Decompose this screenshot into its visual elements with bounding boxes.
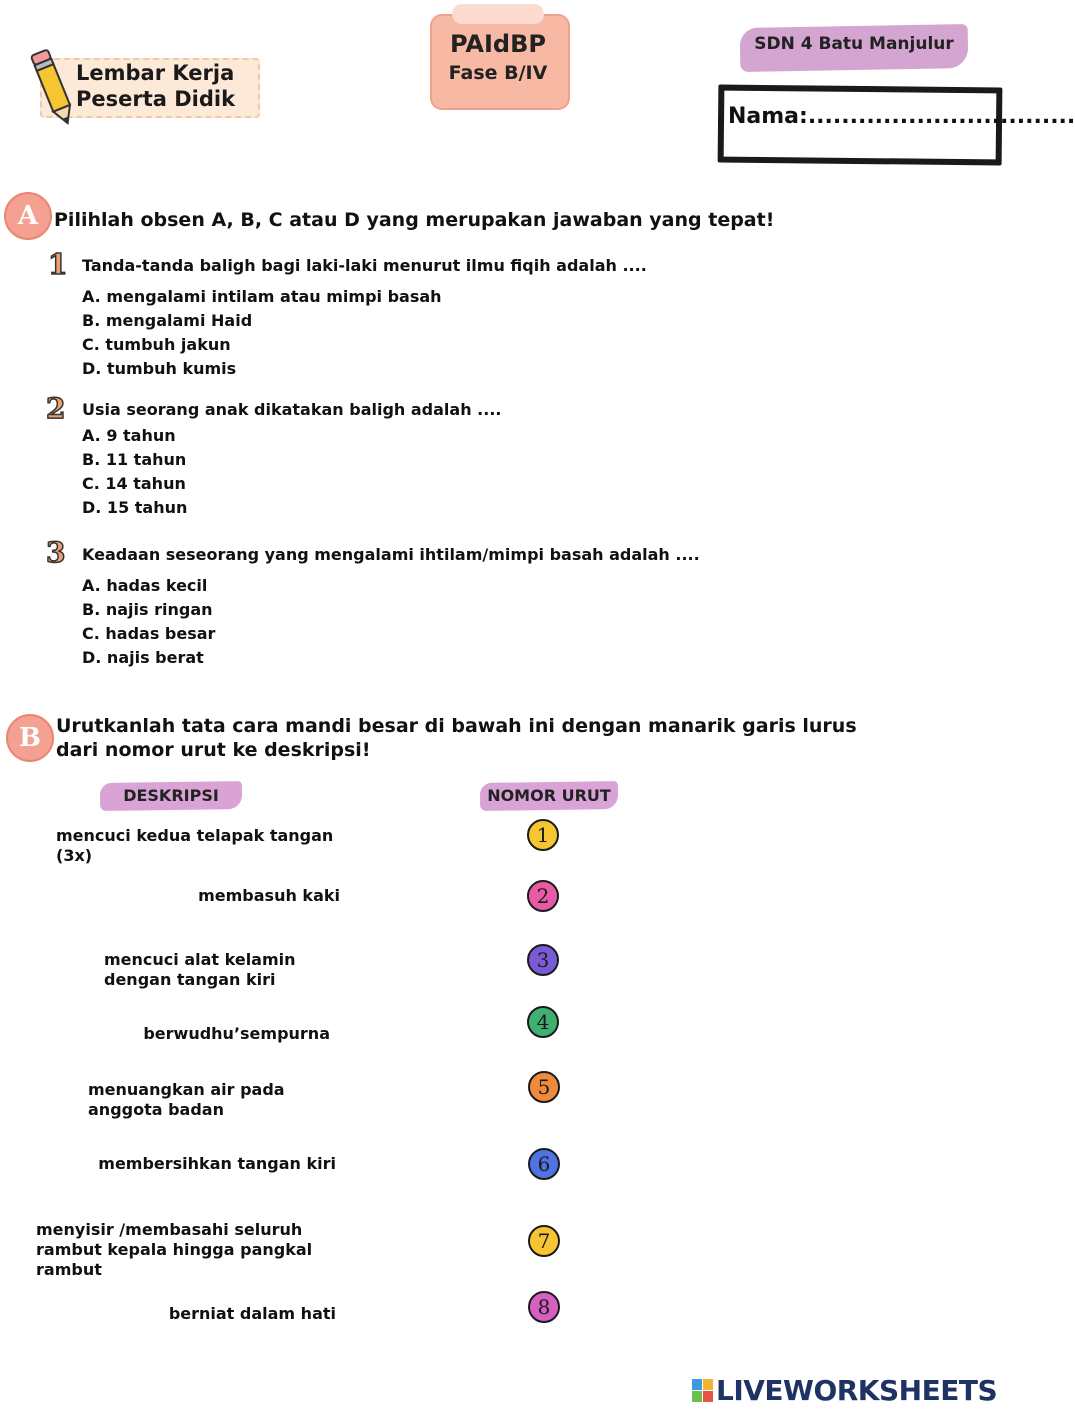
section-b-instruction-line1: Urutkanlah tata cara mandi besar di bawah ini dengan manarik garis lurus [56,715,857,737]
question-1-option-a[interactable]: A. mengalami intilam atau mimpi basah [82,287,442,306]
worksheet-label-line1: Lembar Kerja [76,61,235,85]
description-item-3[interactable]: mencuci alat kelamin dengan tangan kiri [104,950,296,989]
worksheet-label-line2: Peserta Didik [76,87,236,111]
subject-phase: Fase B/IV [448,62,548,84]
description-item-2[interactable]: membasuh kaki [198,886,340,905]
section-b-badge: B [6,714,54,762]
section-a-instruction: Pilihlah obsen A, B, C atau D yang merupakan jawaban yang tepat! [54,209,775,231]
question-3-text: Keadaan seseorang yang mengalami ihtilam/mimpi basah adalah .... [82,545,700,564]
order-number-1[interactable]: 1 [527,819,559,851]
order-number-2[interactable]: 2 [527,880,559,912]
name-field[interactable]: Nama:................................ [728,104,1075,129]
question-2-option-d[interactable]: D. 15 tahun [82,498,188,517]
question-2-option-b[interactable]: B. 11 tahun [82,450,187,469]
pencil-icon [26,42,80,132]
description-item-6[interactable]: membersihkan tangan kiri [98,1154,336,1173]
order-number-3[interactable]: 3 [527,944,559,976]
question-2-option-a[interactable]: A. 9 tahun [82,426,176,445]
question-1-option-c[interactable]: C. tumbuh jakun [82,335,231,354]
section-b-instruction [56,714,857,762]
order-number-4[interactable]: 4 [527,1006,559,1038]
description-item-1[interactable]: mencuci kedua telapak tangan (3x) [56,826,334,865]
subject-title: PAIdBP [450,30,546,58]
question-number-1: 1 [48,248,68,281]
liveworksheets-logo-icon [692,1379,714,1403]
liveworksheets-logo: LIVEWORKSHEETS [716,1374,998,1407]
school-name: SDN 4 Batu Manjulur [754,34,954,54]
question-1-option-d[interactable]: D. tumbuh kumis [82,359,237,378]
description-item-5[interactable]: menuangkan air pada anggota badan [88,1080,285,1119]
order-number-7[interactable]: 7 [528,1225,560,1257]
question-3-options [82,574,215,670]
question-1-option-b[interactable]: B. mengalami Haid [82,311,253,330]
order-number-6[interactable]: 6 [528,1148,560,1180]
question-number-2: 2 [46,392,66,425]
section-a-badge: A [4,192,52,240]
question-2-option-c[interactable]: C. 14 tahun [82,474,186,493]
question-3-option-a[interactable]: A. hadas kecil [82,576,208,595]
description-item-7[interactable]: menyisir /membasahi seluruh rambut kepala hingga pangkal rambut [36,1220,313,1279]
order-header: NOMOR URUT [487,786,611,805]
question-1-text: Tanda-tanda baligh bagi laki-laki menurut ilmu fiqih adalah .... [82,256,647,275]
description-item-4[interactable]: berwudhu’sempurna [143,1024,330,1043]
question-3-option-c[interactable]: C. hadas besar [82,624,216,643]
question-1-options [82,285,442,381]
description-header: DESKRIPSI [123,786,219,805]
question-3-option-d[interactable]: D. najis berat [82,648,204,667]
question-number-3: 3 [46,536,66,569]
subject-box-tab [452,4,544,24]
worksheet-label [76,60,235,112]
description-item-8[interactable]: berniat dalam hati [168,1304,336,1323]
order-number-8[interactable]: 8 [528,1291,560,1323]
question-2-options [82,424,187,520]
order-number-5[interactable]: 5 [528,1071,560,1103]
question-2-text: Usia seorang anak dikatakan baligh adalah .... [82,400,502,419]
section-b-instruction-line2: dari nomor urut ke deskripsi! [56,739,371,761]
question-3-option-b[interactable]: B. najis ringan [82,600,213,619]
